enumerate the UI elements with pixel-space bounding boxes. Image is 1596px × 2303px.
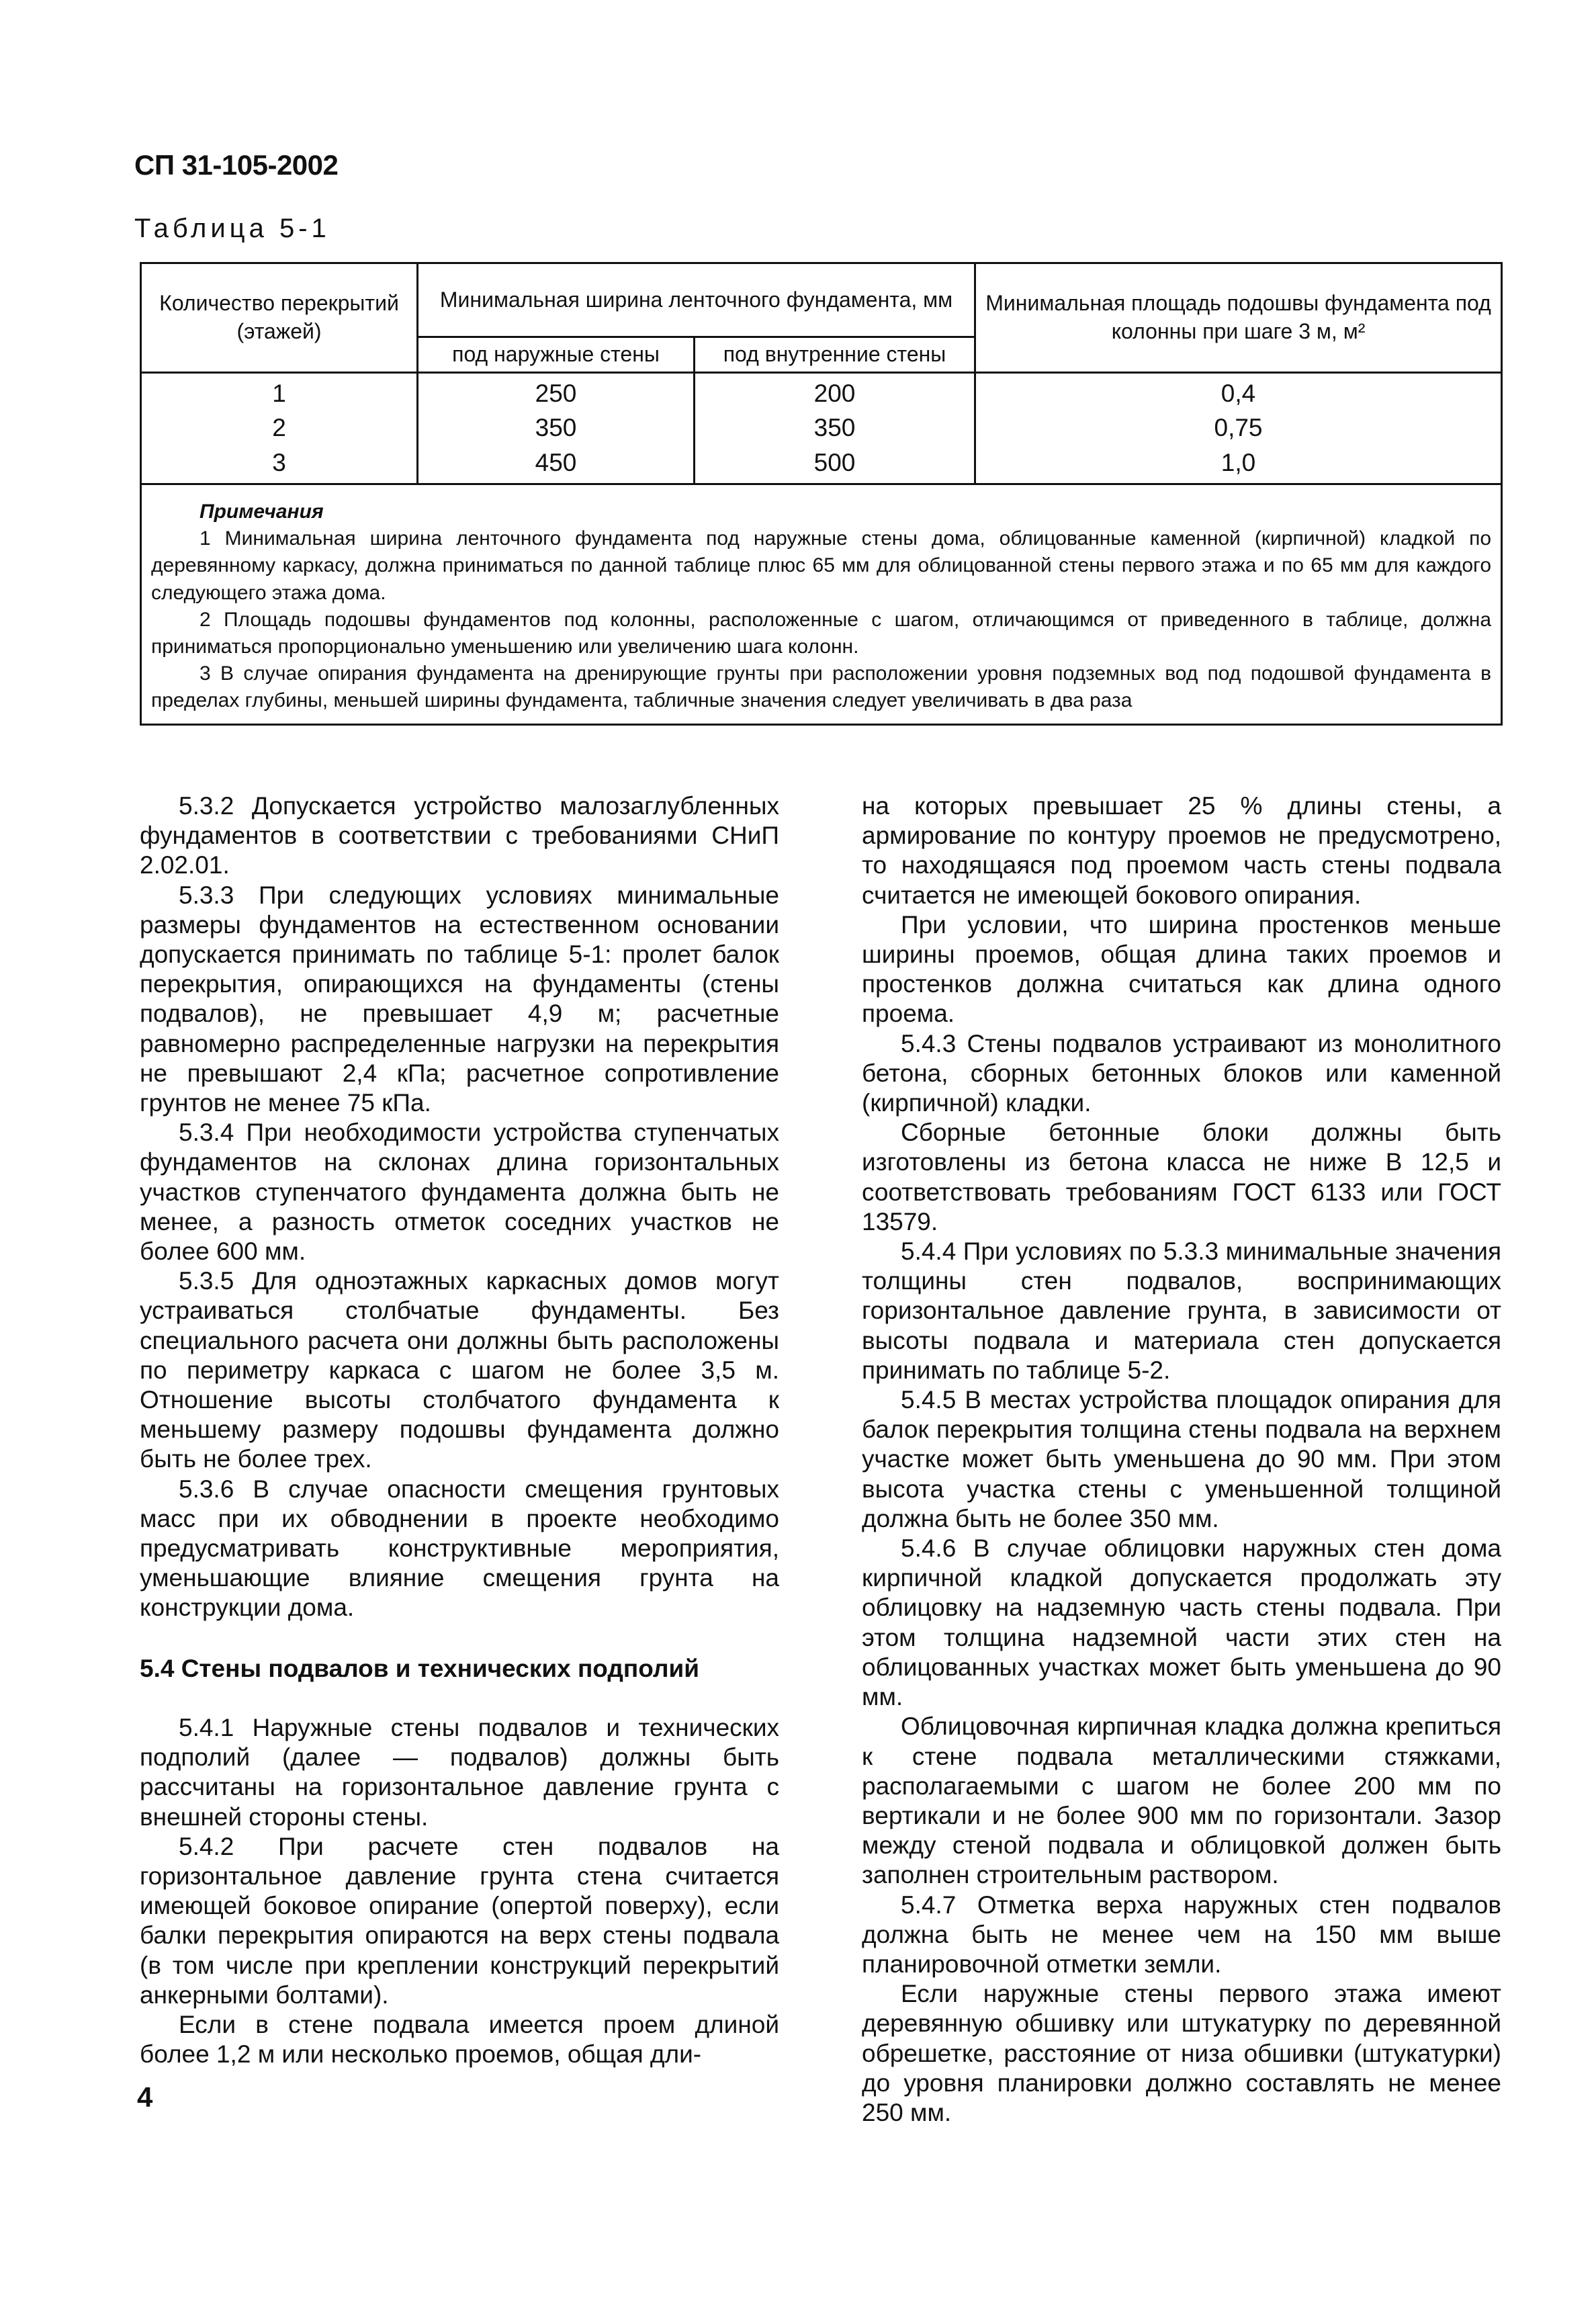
table-cell: 0,4 — [1221, 379, 1256, 407]
paragraph: на которых превышает 25 % длины стены, а армирование по контуру проемов не предусмотрено, то находящаяся под проемом часть стены подвала считается не имеющей бокового опирания. — [862, 792, 1501, 909]
header-floors: Количество перекрытий (этажей) — [141, 263, 418, 373]
page-number: 4 — [137, 2081, 153, 2113]
paragraph: Сборные бетонные блоки должны быть изготовлены из бетона класса не ниже В 12,5 и соответствовать требованиям ГОСТ 6133 или ГОСТ 13579. — [862, 1119, 1501, 1235]
paragraph: Облицовочная кирпичная кладка должна крепиться к стене подвала металлическими стяжками, располагаемыми с шагом не более 200 мм по вертикали и не более 900 мм по горизонтали. Зазор между стеной подвала и облицовкой должен быть заполнен строительным раствором. — [862, 1712, 1501, 1889]
table-notes — [141, 484, 1502, 725]
table-cell: 1 — [272, 379, 286, 407]
paragraph: Если в стене подвала имеется проем длиной более 1,2 м или несколько проемов, общая дли- — [140, 2010, 779, 2069]
paragraph: Если наружные стены первого этажа имеют деревянную обшивку или штукатурку по деревянной обрешетке, расстояние от низа обшивки (штукатурки) до уровня планировки должно составлять не менее 250 мм. — [862, 1980, 1501, 2126]
table-cell: 350 — [535, 414, 577, 442]
paragraph: 5.4.5 В местах устройства площадок опирания для балок перекрытия толщина стены подвала на верхнем участке может быть уменьшена до 90 мм. При этом высота участка стены с уменьшенной толщиной должна быть не более 350 мм. — [862, 1386, 1501, 1532]
table-cell: 2 — [272, 414, 286, 442]
foundation-table — [140, 262, 1503, 726]
table-cell: 450 — [535, 449, 577, 477]
header-inner-walls: под внутренние стены — [695, 337, 975, 373]
table-cell: 200 — [813, 379, 856, 407]
paragraph: 5.3.2 Допускается устройство малозаглубленных фундаментов в соответствии с требованиями СНиП 2.02.01. — [140, 792, 779, 879]
left-column — [140, 791, 779, 2069]
table-cell: 3 — [272, 449, 286, 477]
paragraph: 5.4.1 Наружные стены подвалов и технических подполий (далее — подвалов) должны быть рассчитаны на горизонтальное давление грунта с внешней стороны стены. — [140, 1713, 779, 1831]
table-cell: 250 — [535, 379, 577, 407]
paragraph: 5.3.3 При следующих условиях минимальные размеры фундаментов на естественном основании допускается принимать по таблице 5-1: пролет балок перекрытия, опирающихся на фундаменты (стены подвалов), не превышает 4,9 м; расчетные равномерно распределенные нагрузки на перекрытия не превышают 2,4 кПа; расчетное сопротивление грунтов не менее 75 кПа. — [140, 881, 779, 1117]
notes-title: Примечания — [200, 500, 324, 523]
paragraph: 5.3.6 В случае опасности смещения грунтовых масс при их обводнении в проекте необходимо предусматривать конструктивные мероприятия, уменьшающие влияние смещения грунта на конструкции дома. — [140, 1475, 779, 1622]
cell-outer — [418, 372, 695, 484]
note-1: 1 Минимальная ширина ленточного фундамента под наружные стены дома, облицованные каменной (кирпичной) кладкой по деревянному каркасу, должна приниматься по данной таблице плюс 65 мм для облицованной стены первого этажа и по 65 мм для каждого следующего этажа дома. — [151, 527, 1492, 604]
header-column-area: Минимальная площадь подошвы фундамента под колонны при шаге 3 м, м² — [975, 263, 1502, 373]
paragraph: 5.4.3 Стены подвалов устраивают из монолитного бетона, сборных бетонных блоков или каменной (кирпичной) кладки. — [862, 1029, 1501, 1117]
table-cell: 350 — [813, 414, 856, 442]
paragraph: 5.4.4 При условиях по 5.3.3 минимальные значения толщины стен подвалов, воспринимающих горизонтальное давление грунта, в зависимости от высоты подвала и материала стен допускается принимать по таблице 5-2. — [862, 1237, 1501, 1384]
paragraph: 5.4.6 В случае облицовки наружных стен дома кирпичной кладкой допускается продолжать эту облицовку на надземную часть стены подвала. При этом толщина надземной части этих стен на облицованных участках может быть уменьшена до 90 мм. — [862, 1534, 1501, 1711]
paragraph: При условии, что ширина простенков меньше ширины проемов, общая длина таких проемов и простенков должна считаться как длина одного проема. — [862, 910, 1501, 1028]
paragraph: 5.3.4 При необходимости устройства ступенчатых фундаментов на склонах длина горизонтальных участков ступенчатого фундамента должна быть не менее, а разность отметок соседних участков не более 600 мм. — [140, 1119, 779, 1266]
paragraph: 5.4.7 Отметка верха наружных стен подвалов должна быть не менее чем на 150 мм выше планировочной отметки земли. — [862, 1891, 1501, 1978]
header-outer-walls: под наружные стены — [418, 337, 695, 373]
cell-area — [975, 372, 1502, 484]
table-caption: Таблица 5-1 — [134, 214, 330, 243]
right-column — [862, 791, 1501, 2128]
table-cell: 0,75 — [1214, 414, 1263, 442]
paragraph: 5.3.5 Для одноэтажных каркасных домов могут устраиваться столбчатые фундаменты. Без специального расчета они должны быть расположены по периметру каркаса с шагом не более 3,5 м. Отношение высоты столбчатого фундамента к меньшему размеру подошвы фундамента должно быть не более трех. — [140, 1267, 779, 1473]
cell-floors — [141, 372, 418, 484]
header-strip-width: Минимальная ширина ленточного фундамента, мм — [418, 263, 975, 337]
table-cell: 500 — [813, 449, 856, 477]
section-heading: 5.4 Стены подвалов и технических подполий — [140, 1654, 699, 1682]
table-cell: 1,0 — [1221, 449, 1256, 477]
note-2: 2 Площадь подошвы фундаментов под колонны, расположенные с шагом, отличающимся от приведенного в таблице, должна приниматься пропорционально уменьшению или увеличению шага колонн. — [151, 608, 1492, 658]
note-3: 3 В случае опирания фундамента на дренирующие грунты при расположении уровня подземных вод под подошвой фундамента в пределах глубины, меньшей ширины фундамента, табличные значения следует увеличивать в два раза — [151, 662, 1492, 712]
document-code: СП 31-105-2002 — [134, 149, 339, 181]
paragraph: 5.4.2 При расчете стен подвалов на горизонтальное давление грунта стена считается имеющей боковое опирание (опертой поверху), если балки перекрытия опираются на верх стены подвала (в том числе при креплении конструкций перекрытий анкерными болтами). — [140, 1832, 779, 2009]
cell-inner — [695, 372, 975, 484]
